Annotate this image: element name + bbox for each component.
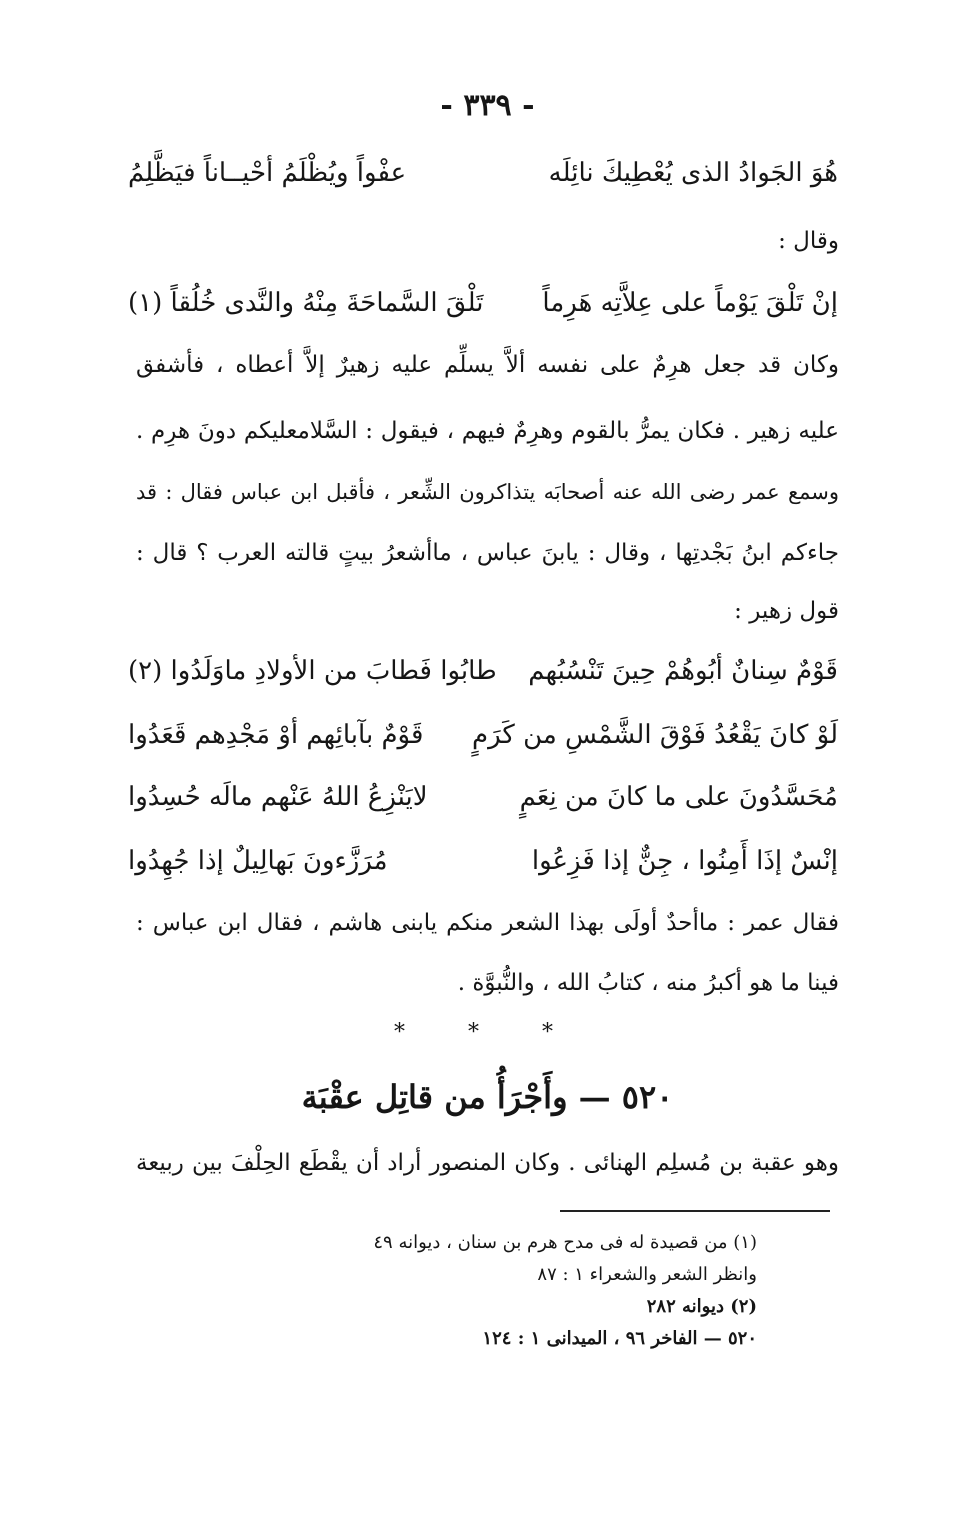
prose-line: وسمع عمر رضى الله عنه أصحابَه يتذاكرون الشِّعر ، فأقبل ابن عباس فقال : قد <box>136 480 839 504</box>
verse-first-hemistich: مُحَسَّدُونَ على ما كانَ من نِعَمٍ <box>519 782 838 812</box>
verse-first-hemistich: لَوْ كانَ يَقْعُدُ فَوْقَ الشَّمْسِ من كَرَمٍ <box>471 720 838 750</box>
verse-first-hemistich: هُوَ الجَوادُ الذى يُعْطِيكَ نائِلَه <box>548 158 838 188</box>
verse-second-hemistich: عفْواً ويُظْلَمُ أحْيــاناً فيَظَّلِمُ <box>128 158 407 188</box>
verse-line <box>128 158 838 208</box>
verse-line <box>128 656 838 706</box>
verse-line <box>128 782 838 832</box>
footnote: ٥٢٠ — الفاخر ٩٦ ، الميدانى ١ : ١٢٤ <box>482 1328 757 1349</box>
verse-line <box>128 720 838 770</box>
verse-intro: وقال : <box>778 228 839 254</box>
prose-line: فينا ما هو أكبرُ منه ، كتابُ الله ، والنُّبوَّة . <box>457 970 839 996</box>
footnote-rule <box>560 1210 830 1212</box>
entry-text: وهو عقبة بن مُسلِم الهنائى . وكان المنصور أراد أن يقْطَع الحِلْفَ بين ربيعة <box>136 1150 839 1176</box>
verse-second-hemistich: طابُوا فَطابَ من الأولادِ ماوَلَدُوا (٢) <box>128 656 497 686</box>
entry-heading: ٥٢٠ — وأَجْرَأُ من قاتِل عقْبَة <box>301 1078 674 1116</box>
verse-first-hemistich: إنْسٌ إذَا أَمِنُوا ، جِنٌّ إذا فَزِعُوا <box>531 846 838 876</box>
footnote: (٢) ديوانه ٢٨٢ <box>646 1296 757 1317</box>
verse-first-hemistich: قَوْمٌ سِنانٌ أبُوهُمْ حِينَ تَنْسُبُهم <box>528 656 838 686</box>
prose-line: وكان قد جعل هرِمٌ على نفسه ألاَّ يسلِّم عليه زهيرٌ إلاَّ أعطاه ، فأشفق <box>136 352 839 378</box>
footnote: (١) من قصيدة له فى مدح هرم بن سنان ، ديوانه ٤٩ <box>373 1232 757 1253</box>
verse-second-hemistich: مُرَزَّءونَ بَهالِيلٌ إذا جُهِدُوا <box>128 846 388 876</box>
verse-first-hemistich: إنْ تَلْقَ يَوْماً على عِلاَّتِه هَرِماً <box>542 288 838 318</box>
page-number: - ٣٣٩ - <box>440 88 535 123</box>
prose-line: جاءكم ابنُ بَجْدتِها ، وقال : يابنَ عباس ، ماأشعرُ بيتٍ قالته العرب ؟ قال : <box>136 540 839 566</box>
prose-line: فقال عمر : ماأحدٌ أولَى بهذا الشعر منكم يابنى هاشم ، فقال ابن عباس : <box>136 910 839 936</box>
footnote: وانظر الشعر والشعراء ١ : ٨٧ <box>537 1264 757 1285</box>
verse-line <box>128 288 838 338</box>
verse-line <box>128 846 838 896</box>
prose-line: عليه زهير . فكان يمرُّ بالقوم وهرِمٌ فيهم ، فيقول : السَّلامعليكم دونَ هرِم . <box>136 418 839 444</box>
verse-second-hemistich: قَوْمٌ بآبائِهم أوْ مَجْدِهم قَعَدُوا <box>128 720 424 750</box>
section-separator: * * * <box>394 1020 581 1045</box>
verse-second-hemistich: تَلْقَ السَّماحَةَ مِنْهُ والنَّدى خُلُقاً (١) <box>128 288 484 318</box>
verse-intro: قول زهير : <box>734 598 839 624</box>
verse-second-hemistich: لايَنْزِعُ اللهُ عَنْهم مالَه حُسِدُوا <box>128 782 428 812</box>
